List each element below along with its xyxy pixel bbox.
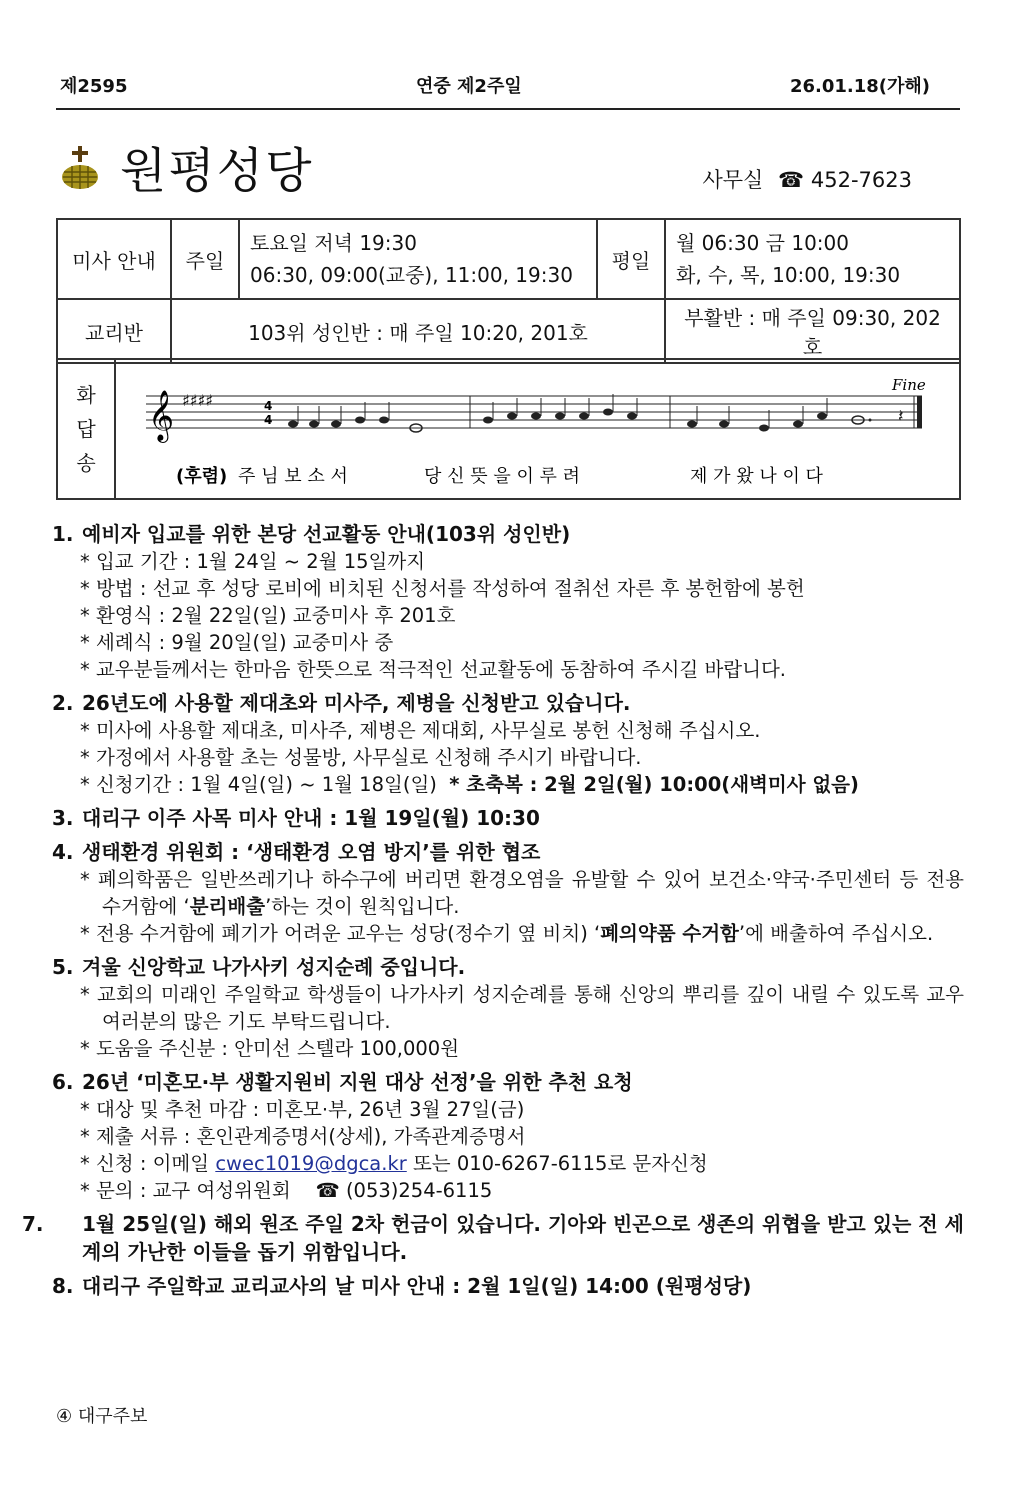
psalm-label-char: 화 — [76, 383, 96, 407]
sunday-line-2: 06:30, 09:00(교중), 11:00, 19:30 — [250, 263, 573, 287]
fine-marking: Fine — [892, 376, 926, 394]
weekday-line-1: 월 06:30 금 10:00 — [676, 231, 849, 255]
announcements — [22, 520, 964, 1306]
psalm-label-char: 답 — [76, 417, 96, 441]
office-label: 사무실 — [702, 168, 764, 192]
weekday-line-2: 화, 수, 목, 10:00, 19:30 — [676, 263, 901, 287]
list-item: * 환영식 : 2월 22일(일) 교중미사 후 201호 — [80, 602, 964, 629]
list-item: * 대상 및 추천 마감 : 미혼모·부, 26년 3월 27일(금) — [80, 1096, 964, 1123]
office-phone: 452-7623 — [810, 168, 912, 192]
lyric-phrase-2: 당 신 뜻 을 이 루 려 — [424, 466, 581, 487]
psalm-label-char: 송 — [76, 451, 96, 475]
announcement-2 — [52, 689, 964, 798]
phone-icon: ☎ — [778, 168, 805, 192]
mass-label: 미사 안내 — [57, 219, 171, 299]
announcement-title: 4. 생태환경 위원회 : ‘생태환경 오염 방지’를 위한 협조 — [52, 840, 541, 864]
announcement-title: 7. 1월 25일(일) 해외 원조 주일 2차 헌금이 있습니다. 기아와 빈곤으로 생존의 위협을 받고 있는 전 세계의 가난한 이들을 돕기 위함입니다. — [22, 1212, 964, 1264]
key-signature-icon: ♯♯♯♯ — [182, 391, 213, 410]
liturgical-week: 연중 제2주일 — [416, 76, 522, 97]
announcement-title: 8. 대리구 주일학교 교리교사의 날 미사 안내 : 2월 1일(일) 14:00 (원평성당) — [52, 1274, 752, 1298]
email-link[interactable]: cwec1019@dgca.kr — [215, 1152, 407, 1175]
announcement-8 — [52, 1272, 964, 1300]
announcement-title: 1. 예비자 입교를 위한 본당 선교활동 안내(103위 성인반) — [52, 522, 571, 546]
list-item: * 도움을 주신분 : 안미선 스텔라 100,000원 — [80, 1035, 964, 1062]
title-row — [60, 140, 960, 200]
announcement-title: 5. 겨울 신앙학교 나가사키 성지순례 중입니다. — [52, 955, 466, 979]
announcement-4 — [52, 838, 964, 947]
church-name: 원평성당 — [120, 143, 314, 199]
announcement-6 — [52, 1068, 964, 1204]
issue-number: 제2595 — [60, 76, 128, 97]
list-item: * 방법 : 선교 후 성당 로비에 비치된 신청서를 작성하여 절취선 자른 후 봉헌함에 봉헌 — [80, 575, 964, 602]
announcement-title: 6. 26년 ‘미혼모·부 생활지원비 지원 대상 선정’을 위한 추천 요청 — [52, 1070, 633, 1094]
list-item: * 미사에 사용할 제대초, 미사주, 제병은 제대회, 사무실로 봉헌 신청해 주십시오. — [80, 717, 964, 744]
list-item: * 신청 : 이메일 cwec1019@dgca.kr 또는 010-6267-6115로 문자신청 — [80, 1150, 964, 1177]
list-item: * 교회의 미래인 주일학교 학생들이 나가사키 성지순례를 통해 신앙의 뿌리를 깊이 내릴 수 있도록 교우 여러분의 많은 기도 부탁드립니다. — [80, 981, 964, 1035]
list-item: * 전용 수거함에 폐기가 어려운 교우는 성당(정수기 옆 비치) ‘폐의약품 수거함’에 배출하여 주십시오. — [80, 920, 964, 947]
sunday-times — [239, 219, 597, 299]
candle-blessing-note: * 초축복 : 2월 2일(월) 10:00(새벽미사 없음) — [449, 773, 859, 796]
announcement-5 — [52, 953, 964, 1062]
announcement-1 — [52, 520, 964, 683]
refrain-label: (후렴) — [176, 466, 228, 487]
lyric-phrase-1: 주 님 보 소 서 — [238, 466, 348, 487]
issue-date: 26.01.18(가해) — [789, 76, 930, 97]
music-score — [118, 360, 958, 498]
sunday-line-1: 토요일 저녁 19:30 — [250, 231, 417, 255]
responsorial-psalm — [56, 358, 961, 500]
announcement-7 — [22, 1210, 964, 1266]
catechism-resurrection: 부활반 : 매 주일 09:30, 202호 — [665, 299, 960, 363]
catechism-adult: 103위 성인반 : 매 주일 10:20, 201호 — [171, 299, 665, 363]
church-cross-icon — [60, 146, 100, 190]
announcement-3 — [52, 804, 964, 832]
issue-header — [56, 68, 960, 110]
rest-icon: 𝄽 — [898, 406, 904, 427]
list-item: * 가정에서 사용할 초는 성물방, 사무실로 신청해 주시기 바랍니다. — [80, 744, 964, 771]
announcement-title: 2. 26년도에 사용할 제대초와 미사주, 제병을 신청받고 있습니다. — [52, 691, 631, 715]
weekday-times — [665, 219, 960, 299]
lyric-phrase-3: 제 가 왔 나 이 다 — [690, 466, 823, 487]
svg-text:4: 4 — [264, 413, 273, 427]
list-item: * 교우분들께서는 한마음 한뜻으로 적극적인 선교활동에 동참하여 주시길 바랍니다. — [80, 656, 964, 683]
treble-clef-icon: 𝄞 — [148, 390, 175, 441]
list-item: * 입교 기간 : 1월 24일 ~ 2월 15일까지 — [80, 548, 964, 575]
time-signature-icon: 4 — [264, 399, 273, 413]
mass-info-table — [56, 218, 961, 364]
list-item: * 폐의학품은 일반쓰레기나 하수구에 버리면 환경오염을 유발할 수 있어 보건소·약국·주민센터 등 전용 수거함에 ‘분리배출’하는 것이 원칙입니다. — [80, 866, 964, 920]
list-item: * 문의 : 교구 여성위원회 ☎ (053)254-6115 — [80, 1177, 964, 1204]
list-item: * 제출 서류 : 혼인관계증명서(상세), 가족관계증명서 — [80, 1123, 964, 1150]
catechism-label: 교리반 — [57, 299, 171, 363]
sunday-label: 주일 — [171, 219, 239, 299]
list-item: * 신청기간 : 1월 4일(일) ~ 1월 18일(일) * 초축복 : 2월 2일(월) 10:00(새벽미사 없음) — [80, 771, 964, 798]
list-item: * 세례식 : 9월 20일(일) 교중미사 중 — [80, 629, 964, 656]
footer: ④ 대구주보 — [56, 1406, 148, 1427]
psalm-label — [58, 360, 116, 498]
announcement-title: 3. 대리구 이주 사목 미사 안내 : 1월 19일(월) 10:30 — [52, 806, 540, 830]
office-contact — [702, 164, 912, 194]
weekday-label: 평일 — [597, 219, 665, 299]
phone-icon: ☎ — [315, 1179, 340, 1202]
